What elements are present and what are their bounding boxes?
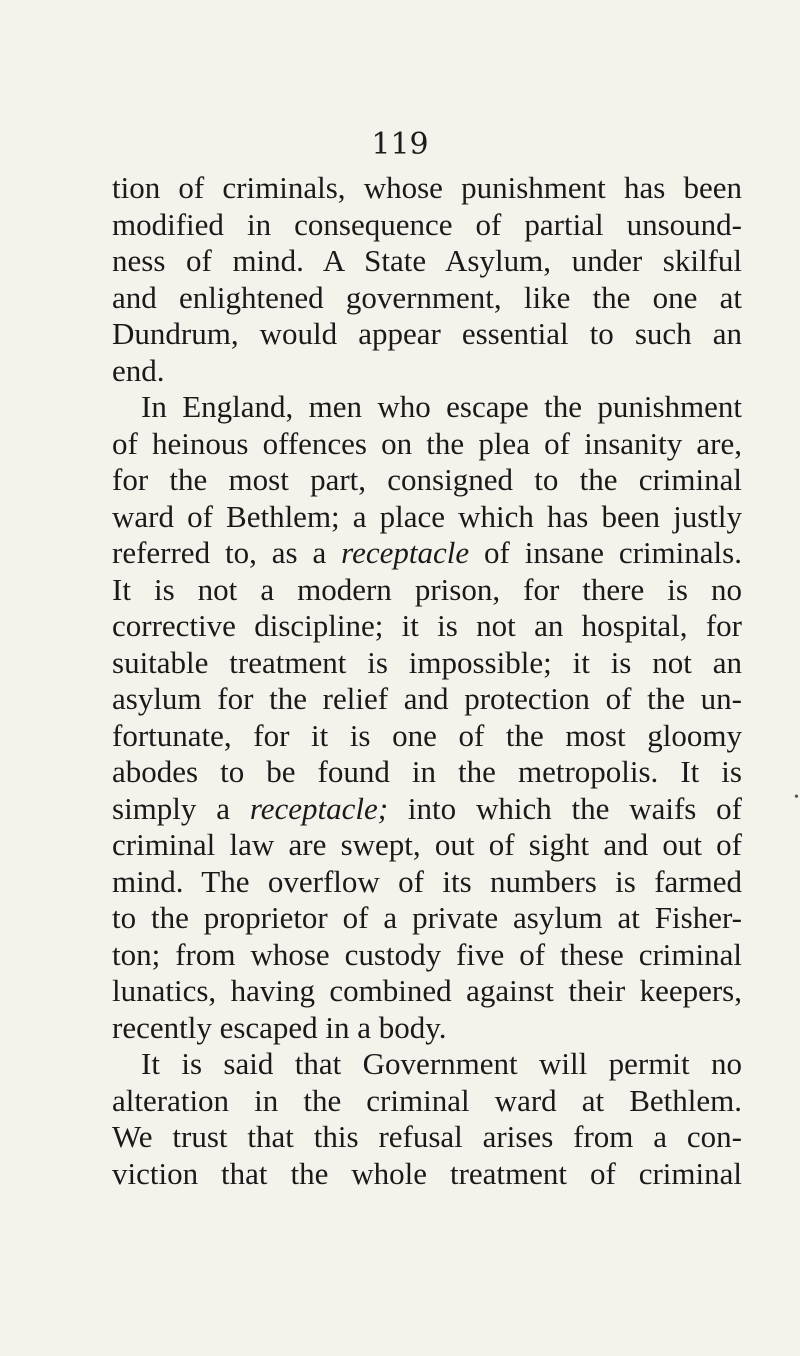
text-line-3: ness of mind. A State Asylum, under skilful [112, 243, 742, 278]
text-line-27: We trust that this refusal arises from a con- [112, 1119, 742, 1154]
text-line-2: modified in consequence of partial unsound- [112, 206, 742, 242]
text-line-23: lunatics, having combined against their keepers, [112, 973, 742, 1008]
text-line-6: end. [112, 352, 165, 388]
text-line-18-start: simply a [112, 790, 250, 826]
italic-receptacle: receptacle [341, 535, 470, 570]
text-line-5: Dundrum, would appear essential to such an [112, 316, 742, 351]
text-line-19: criminal law are swept, out of sight and out of [112, 827, 742, 862]
text-line-20: mind. The overflow of its numbers is farmed [112, 863, 742, 899]
text-line-18-end: into which the waifs of [388, 790, 743, 826]
text-line-22: ton; from whose custody five of these criminal [112, 936, 742, 972]
text-line-10: ward of Bethlem; a place which has been justly [112, 498, 742, 534]
text-line-28: viction that the whole treatment of criminal [112, 1155, 742, 1191]
text-line-11-end: of insane criminals. [469, 535, 742, 570]
text-line-26: alteration in the criminal ward at Bethlem. [112, 1082, 742, 1118]
text-line-21: to the proprietor of a private asylum at Fisher- [112, 900, 742, 935]
text-line-24: recently escaped in a body. [112, 1009, 447, 1045]
text-line-9: for the most part, consigned to the criminal [112, 462, 742, 497]
text-line-17: abodes to be found in the metropolis. It is [112, 754, 742, 789]
text-line-13: corrective discipline; it is not an hospital, for [112, 608, 742, 643]
text-line-11-start: referred to, as a [112, 535, 342, 570]
text-line-12: It is not a modern prison, for there is no [112, 571, 742, 607]
text-line-15: asylum for the relief and protection of the un- [112, 681, 742, 716]
text-line-1: tion of criminals, whose punishment has been [112, 170, 742, 205]
text-line-4: and enlightened government, like the one at [112, 279, 742, 315]
text-line-11 [112, 535, 742, 572]
body-text [112, 170, 742, 1192]
text-line-8: of heinous offences on the plea of insanity are, [112, 425, 742, 461]
page-number: 119 [371, 127, 429, 162]
text-line-7: In England, men who escape the punishment [141, 389, 742, 424]
text-line-16: fortunate, for it is one of the most gloomy [112, 717, 742, 753]
text-line-25: It is said that Government will permit no [141, 1046, 742, 1081]
text-line-18 [112, 791, 742, 828]
text-line-14: suitable treatment is impossible; it is not an [112, 644, 742, 680]
margin-speck: • [794, 790, 799, 805]
italic-receptacle-2: receptacle; [249, 790, 389, 826]
